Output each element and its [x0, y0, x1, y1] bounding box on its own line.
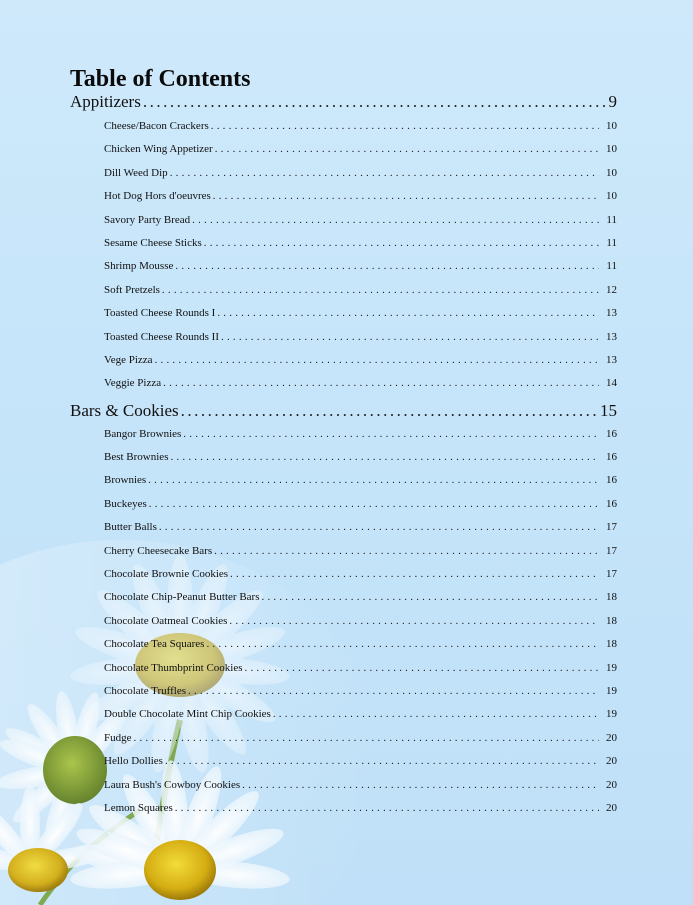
toc-entry[interactable] — [70, 214, 617, 237]
dot-leader — [271, 708, 599, 720]
entry-label: Dill Weed Dip — [104, 166, 168, 179]
toc-section-appitizers — [70, 92, 617, 401]
entry-label: Chocolate Brownie Cookies — [104, 568, 229, 581]
dot-leader — [243, 662, 599, 674]
entry-page-number: 13 — [606, 307, 617, 320]
toc-entry[interactable] — [70, 377, 617, 400]
entry-label: Sesame Cheese Sticks — [104, 236, 202, 249]
entry-label: Chocolate Thumbprint Cookies — [104, 661, 243, 674]
toc-entry[interactable] — [70, 615, 617, 638]
toc-entry[interactable] — [70, 521, 617, 544]
dot-leader — [157, 521, 599, 533]
entry-page-number: 11 — [606, 236, 617, 249]
toc-entry[interactable] — [70, 474, 617, 497]
toc-entry[interactable] — [70, 260, 617, 283]
toc-entry[interactable] — [70, 190, 617, 213]
dot-leader — [181, 428, 599, 440]
dot-leader — [240, 779, 599, 791]
toc-entry[interactable] — [70, 237, 617, 260]
entry-page-number: 10 — [606, 166, 617, 179]
toc-entry[interactable] — [70, 143, 617, 166]
dot-leader — [161, 377, 599, 389]
dot-leader — [168, 451, 599, 463]
dot-leader — [141, 92, 607, 112]
page-title: Table of Contents — [70, 66, 251, 92]
entry-label: Chocolate Chip-Peanut Butter Bars — [104, 591, 260, 604]
entry-label: Hello Dollies — [104, 755, 163, 768]
dot-leader — [260, 591, 600, 603]
toc-entry[interactable] — [70, 708, 617, 731]
entry-page-number: 10 — [606, 120, 617, 132]
entry-page-number: 20 — [606, 801, 617, 814]
entry-page-number: 13 — [606, 330, 617, 343]
entry-label: Soft Pretzels — [104, 283, 160, 296]
toc-entry[interactable] — [70, 755, 617, 778]
dot-leader — [212, 545, 599, 557]
entry-page-number: 20 — [606, 755, 617, 768]
toc-entry[interactable] — [70, 732, 617, 755]
entry-page-number: 18 — [606, 591, 617, 604]
entry-page-number: 19 — [606, 708, 617, 721]
entry-page-number: 19 — [606, 684, 617, 697]
entry-page-number: 18 — [606, 638, 617, 651]
section-page-number: 15 — [600, 400, 617, 420]
dot-leader — [219, 331, 599, 343]
entry-label: Cheese/Bacon Crackers — [104, 120, 209, 132]
entry-page-number: 19 — [606, 661, 617, 674]
dot-leader — [228, 568, 599, 580]
entry-label: Chicken Wing Appetizer — [104, 143, 213, 156]
entry-list — [70, 428, 617, 826]
section-title: Appitizers — [70, 92, 141, 111]
entry-page-number: 16 — [606, 497, 617, 510]
entry-label: Chocolate Oatmeal Cookies — [104, 614, 228, 627]
entry-page-number: 10 — [606, 143, 617, 156]
entry-label: Laura Bush's Cowboy Cookies — [104, 778, 241, 791]
entry-page-number: 16 — [606, 474, 617, 487]
dot-leader — [146, 474, 599, 486]
toc-entry[interactable] — [70, 167, 617, 190]
toc-entry[interactable] — [70, 307, 617, 330]
entry-label: Hot Dog Hors d'oeuvres — [104, 190, 211, 203]
entry-page-number: 20 — [606, 731, 617, 744]
toc-entry[interactable] — [70, 354, 617, 377]
toc-entry[interactable] — [70, 802, 617, 825]
entry-page-number: 16 — [606, 451, 617, 464]
toc-entry[interactable] — [70, 451, 617, 474]
entry-label: Double Chocolate Mint Chip Cookies — [104, 708, 271, 721]
dot-leader — [204, 638, 599, 650]
entry-label: Savory Party Bread — [104, 213, 191, 226]
toc-entry[interactable] — [70, 284, 617, 307]
entry-label: Buckeyes — [104, 497, 147, 510]
toc-entry[interactable] — [70, 638, 617, 661]
entry-page-number: 11 — [606, 260, 617, 273]
entry-page-number: 14 — [606, 377, 617, 390]
entry-page-number: 12 — [606, 283, 617, 296]
dot-leader — [173, 802, 599, 814]
entry-page-number: 11 — [606, 213, 617, 226]
entry-label: Veggie Pizza — [104, 377, 162, 390]
entry-label: Shrimp Mousse — [104, 260, 174, 273]
toc-entry[interactable] — [70, 779, 617, 802]
entry-label: Bangor Brownies — [104, 427, 182, 440]
entry-label: Toasted Cheese Rounds II — [104, 330, 220, 343]
toc-entry[interactable] — [70, 498, 617, 521]
entry-label: Chocolate Tea Squares — [104, 638, 205, 651]
entry-page-number: 16 — [606, 427, 617, 440]
dot-leader — [163, 755, 599, 767]
dot-leader — [186, 685, 599, 697]
toc-entry[interactable] — [70, 428, 617, 451]
dot-leader — [209, 120, 599, 132]
toc-section-bars-cookies — [70, 401, 617, 826]
entry-page-number: 17 — [606, 544, 617, 557]
entry-label: Cherry Cheesecake Bars — [104, 544, 213, 557]
dot-leader — [213, 143, 599, 155]
toc-entry[interactable] — [70, 662, 617, 685]
dot-leader — [147, 498, 599, 510]
toc-entry[interactable] — [70, 545, 617, 568]
dot-leader — [160, 284, 599, 296]
entry-list — [70, 120, 617, 401]
entry-label: Fudge — [104, 731, 132, 744]
dot-leader — [173, 260, 599, 272]
entry-label: Toasted Cheese Rounds I — [104, 307, 216, 320]
entry-page-number: 10 — [606, 190, 617, 203]
toc-entry[interactable] — [70, 685, 617, 708]
dot-leader — [227, 615, 599, 627]
dot-leader — [132, 732, 600, 744]
dot-leader — [179, 401, 598, 421]
dot-leader — [202, 237, 599, 249]
toc-entry[interactable] — [70, 120, 617, 143]
entry-page-number: 17 — [606, 521, 617, 534]
toc-entry[interactable] — [70, 331, 617, 354]
table-of-contents — [70, 66, 617, 825]
entry-page-number: 20 — [606, 778, 617, 791]
dot-leader — [215, 307, 599, 319]
toc-entry[interactable] — [70, 591, 617, 614]
section-page-number: 9 — [608, 92, 617, 111]
dot-leader — [153, 354, 599, 366]
dot-leader — [190, 214, 599, 226]
toc-entry[interactable] — [70, 568, 617, 591]
entry-page-number: 13 — [606, 353, 617, 366]
section-heading[interactable] — [70, 92, 617, 115]
entry-label: Brownies — [104, 474, 147, 487]
entry-label: Lemon Squares — [104, 801, 173, 814]
entry-page-number: 18 — [606, 614, 617, 627]
entry-label: Chocolate Truffles — [104, 684, 186, 697]
entry-label: Vege Pizza — [104, 353, 153, 366]
section-heading[interactable] — [70, 401, 617, 424]
entry-label: Best Brownies — [104, 451, 169, 464]
dot-leader — [211, 190, 599, 202]
entry-label: Butter Balls — [104, 521, 157, 534]
section-title: Bars & Cookies — [70, 400, 179, 420]
dot-leader — [168, 167, 599, 179]
entry-page-number: 17 — [606, 568, 617, 581]
